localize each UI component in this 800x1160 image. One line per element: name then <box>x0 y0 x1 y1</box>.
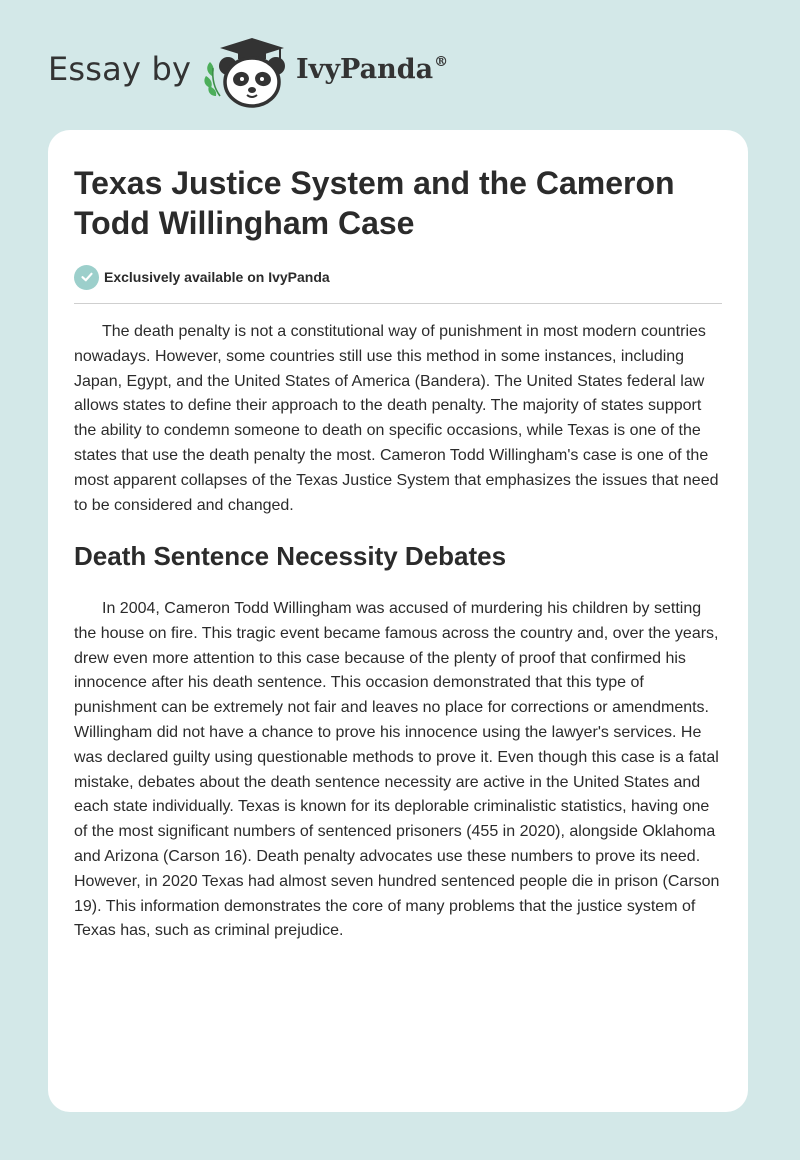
exclusive-badge <box>74 264 330 290</box>
exclusive-text: Exclusively available on IvyPanda <box>104 269 330 285</box>
article-title: Texas Justice System and the Cameron Todd Willingham Case <box>74 165 675 241</box>
divider <box>74 303 722 304</box>
article-card <box>48 130 748 1112</box>
body-paragraph: In 2004, Cameron Todd Willingham was accused of murdering his children by setting the house on fire. This tragic event became famous across the country and, over the years, drew even more attention to this case because of the plenty of proof that confirmed his innocence after his death sentence. This occasion demonstrated that this type of punishment can be extremely not fair and leaves no place for corrections or amendments. Willingham did not have a chance to prove his innocence using the lawyer's services. He was declared guilty using questionable methods to prove it. Even though this case is a fatal mistake, debates about the death sentence necessity are active in the United States and each state individually. Texas is known for its deplorable criminalistic statistics, having one of the most significant numbers of sentenced prisoners (455 in 2020), alongside Oklahoma and Arizona (Carson 16). Death penalty advocates use these numbers to prove its need. However, in 2020 Texas had almost seven hundred sentenced people die in prison (Carson 19). This information demonstrates the core of many problems that the justice system of Texas has, such as criminal prejudice. <box>74 600 720 940</box>
check-icon <box>74 265 99 290</box>
site-header <box>0 0 800 120</box>
brand-name-text: IvyPanda <box>296 54 434 85</box>
section-heading: Death Sentence Necessity Debates <box>74 541 507 571</box>
ivy-leaf-icon <box>204 62 220 96</box>
panda-graduate-icon[interactable] <box>202 38 294 108</box>
registered-mark: ® <box>434 54 449 70</box>
essay-by-label: Essay by <box>48 50 192 88</box>
intro-paragraph: The death penalty is not a constitutional way of punishment in most modern countries nowadays. However, some countries still use this method in some instances, including Japan, Egypt, and the United States of America (Bandera). The United States federal law allows states to define their approach to the death penalty. The majority of states support the ability to condemn someone to death on specific occasions, while Texas is one of the states that use the death penalty the most. Cameron Todd Willingham's case is one of the most apparent collapses of the Texas Justice System that emphasizes the issues that need to be considered and changed. <box>74 323 719 514</box>
brand-name[interactable] <box>296 54 448 85</box>
